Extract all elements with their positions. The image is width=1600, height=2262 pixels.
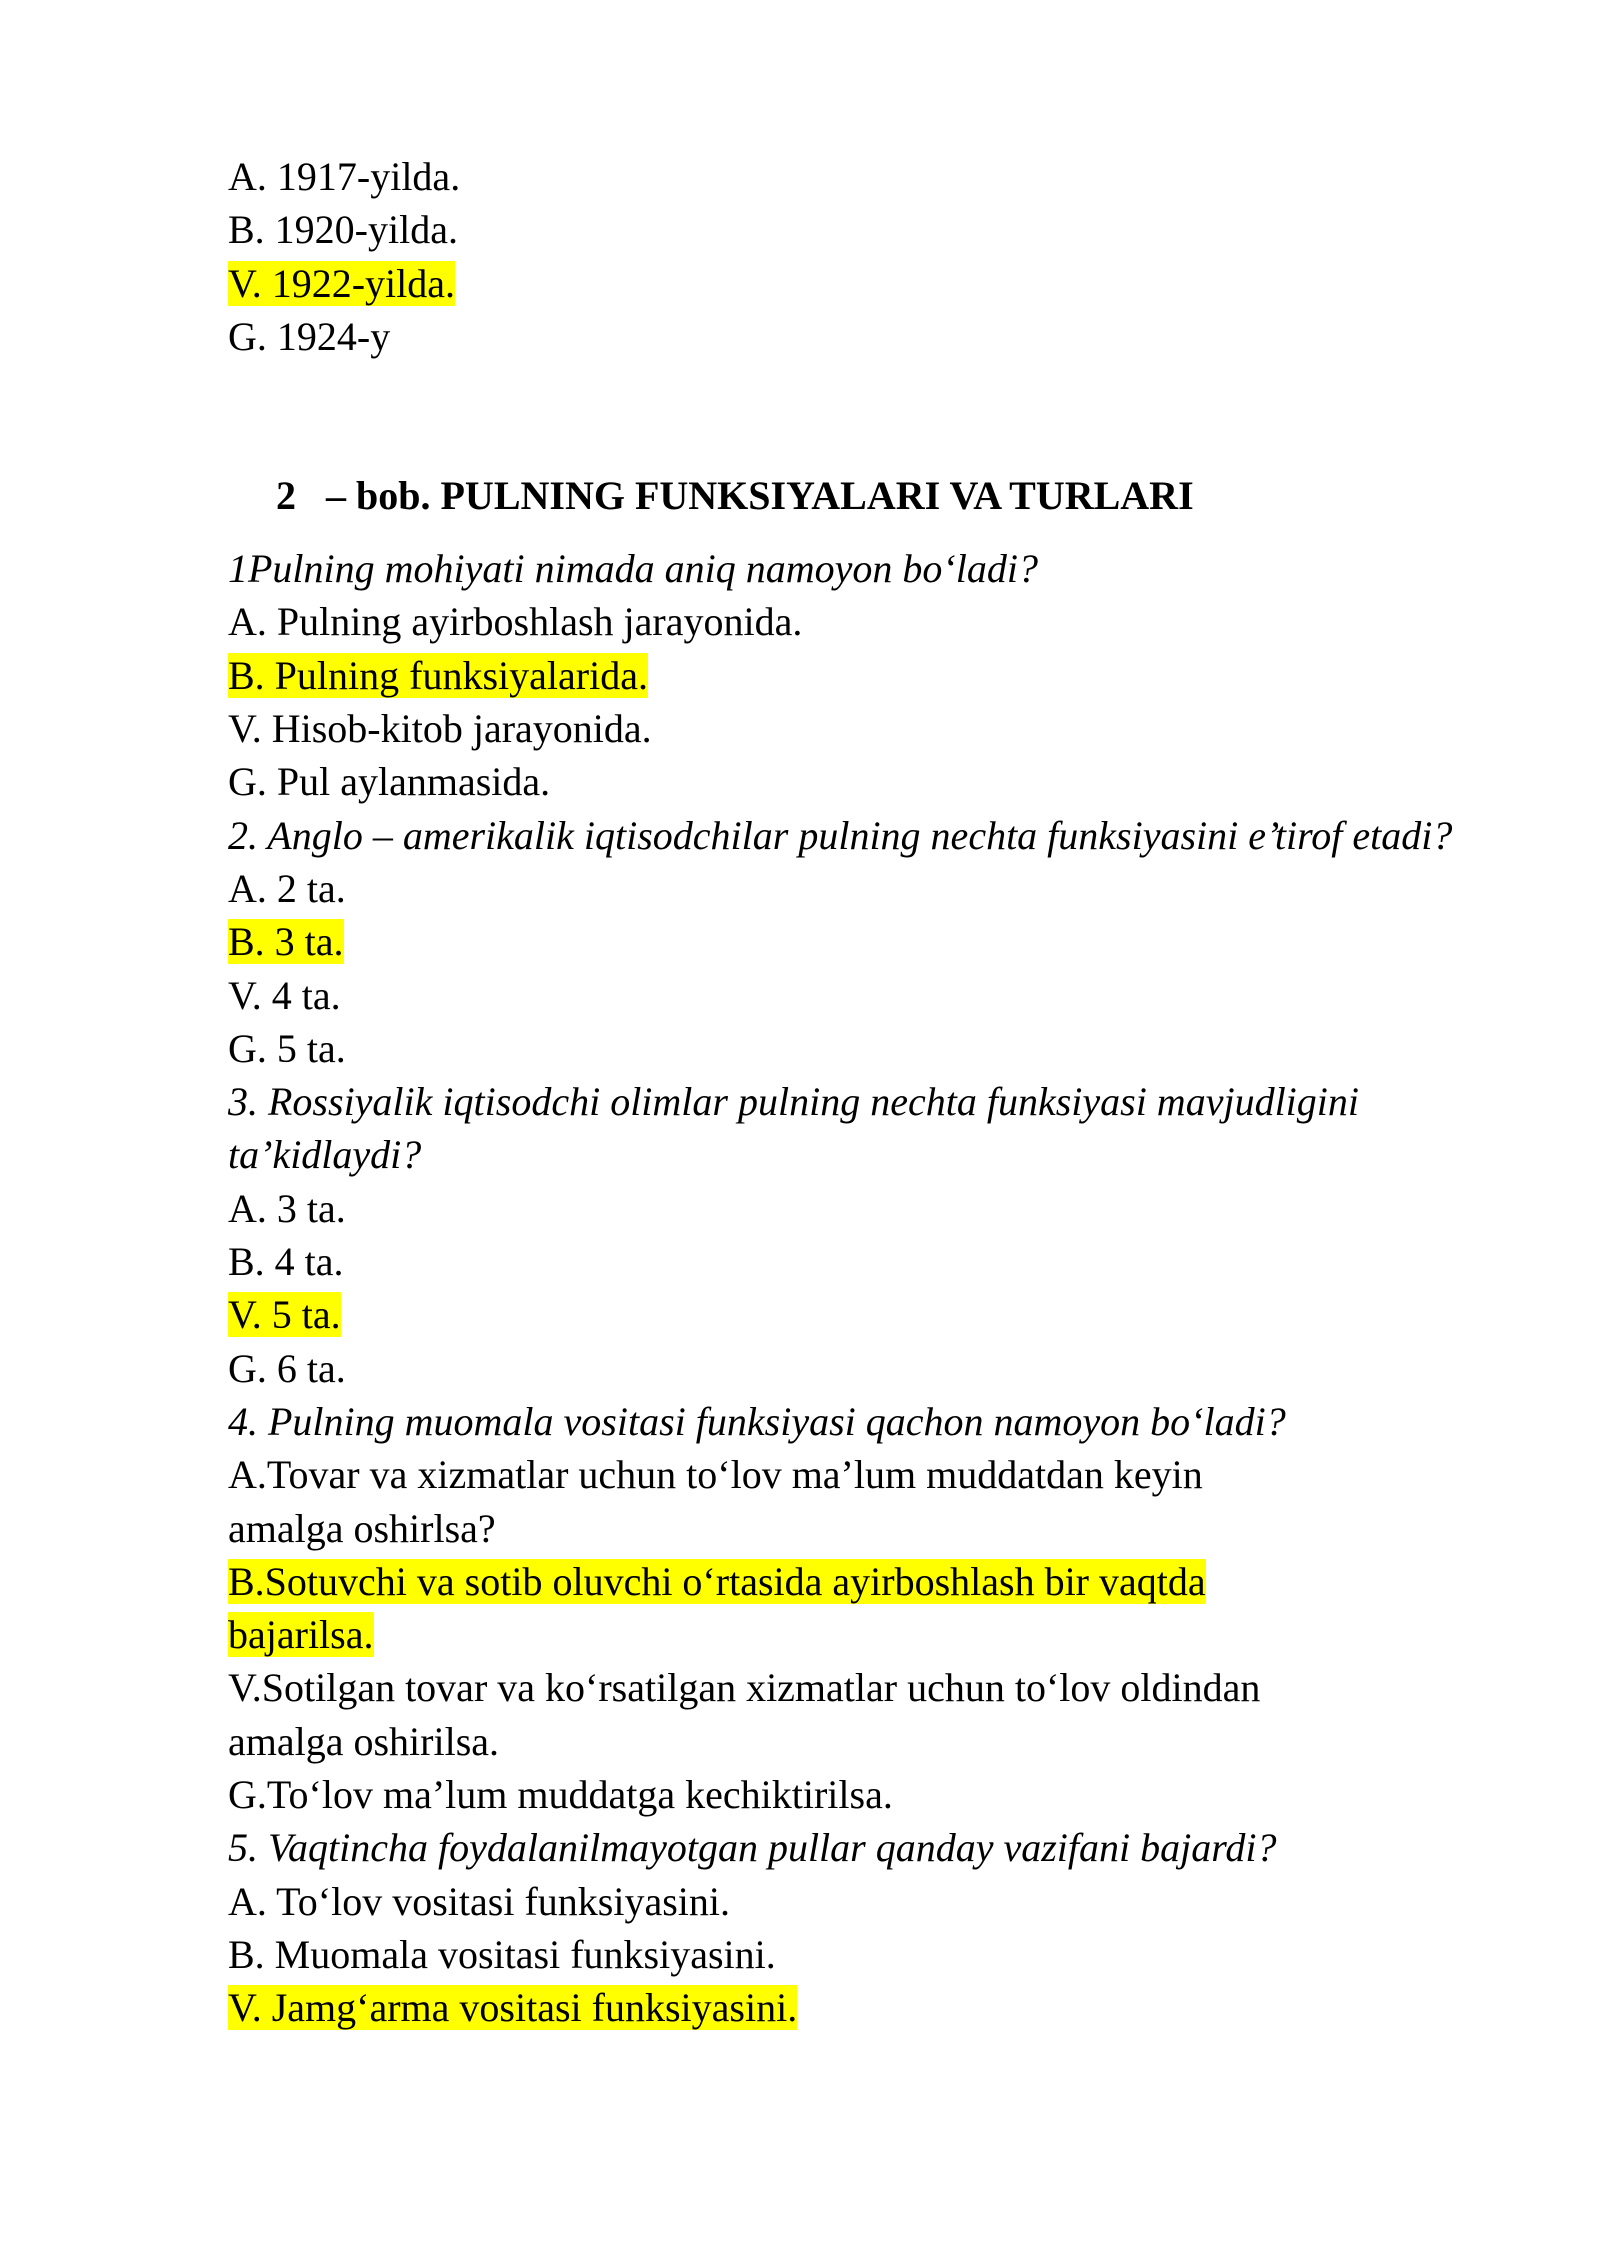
answer-option-correct: V. Jamg‘arma vositasi funksiyasini.: [228, 1985, 798, 2031]
section-spacer: [228, 363, 1448, 469]
chapter-heading: [276, 469, 1448, 522]
document-page: [228, 150, 1453, 2035]
prev-question-options: [228, 150, 1448, 363]
question-block: [228, 542, 1448, 808]
question-text: 4. Pulning muomala vositasi funksiyasi qachon namoyon bo‘ladi?: [228, 1398, 1286, 1444]
chapter-title: – bob. PULNING FUNKSIYALARI VA TURLARI: [326, 473, 1194, 519]
answer-option: A. 3 ta.: [228, 1185, 346, 1231]
prev-option-g: G. 1924-y: [228, 313, 391, 359]
answer-option: V.Sotilgan tovar va ko‘rsatilgan xizmatlar uchun to‘lov oldindan amalga oshirilsa.: [228, 1665, 1261, 1764]
prev-option-a: A. 1917-yilda.: [228, 154, 461, 199]
answer-option: G. 6 ta.: [228, 1345, 346, 1391]
answer-option: B. Muomala vositasi funksiyasini.: [228, 1931, 776, 1977]
answer-option: A. 2 ta.: [228, 865, 346, 911]
answer-option-correct: B.Sotuvchi va sotib oluvchi o‘rtasida ayirboshlash bir vaqtda bajarilsa.: [228, 1558, 1206, 1658]
question-block: [228, 809, 1453, 1075]
answer-option: V. 4 ta.: [228, 972, 341, 1018]
prev-option-v-correct: V. 1922-yilda.: [228, 260, 456, 306]
question-text: 2. Anglo – amerikalik iqtisodchilar pulning nechta funksiyasini e’tirof etadi?: [228, 812, 1453, 858]
question-text: 3. Rossiyalik iqtisodchi olimlar pulning nechta funksiyasi mavjudligini ta’kidlaydi?: [228, 1079, 1360, 1178]
question-block: [228, 1395, 1448, 1821]
answer-option-correct: V. 5 ta.: [228, 1292, 341, 1338]
question-block: [228, 1821, 1448, 2034]
prev-option-b: B. 1920-yilda.: [228, 207, 458, 253]
answer-option: A.Tovar va xizmatlar uchun to‘lov ma’lum muddatdan keyin amalga oshirlsa?: [228, 1452, 1203, 1551]
answer-option: G. Pul aylanmasida.: [228, 759, 551, 805]
answer-option: V. Hisob-kitob jarayonida.: [228, 706, 652, 752]
question-text: 5. Vaqtincha foydalanilmayotgan pullar qanday vazifani bajardi?: [228, 1825, 1277, 1871]
question-text: 1Pulning mohiyati nimada aniq namoyon bo‘ladi?: [228, 546, 1038, 592]
answer-option: A. To‘lov vositasi funksiyasini.: [228, 1878, 731, 1924]
answer-option: G. 5 ta.: [228, 1025, 346, 1071]
answer-option: B. 4 ta.: [228, 1239, 344, 1285]
answer-option: G.To‘lov ma’lum muddatga kechiktirilsa.: [228, 1772, 893, 1818]
answer-option-correct: B. Pulning funksiyalarida.: [228, 652, 648, 698]
chapter-number: 2: [276, 473, 296, 519]
answer-option: A. Pulning ayirboshlash jarayonida.: [228, 599, 803, 645]
question-block: [228, 1075, 1448, 1395]
answer-option-correct: B. 3 ta.: [228, 919, 344, 965]
